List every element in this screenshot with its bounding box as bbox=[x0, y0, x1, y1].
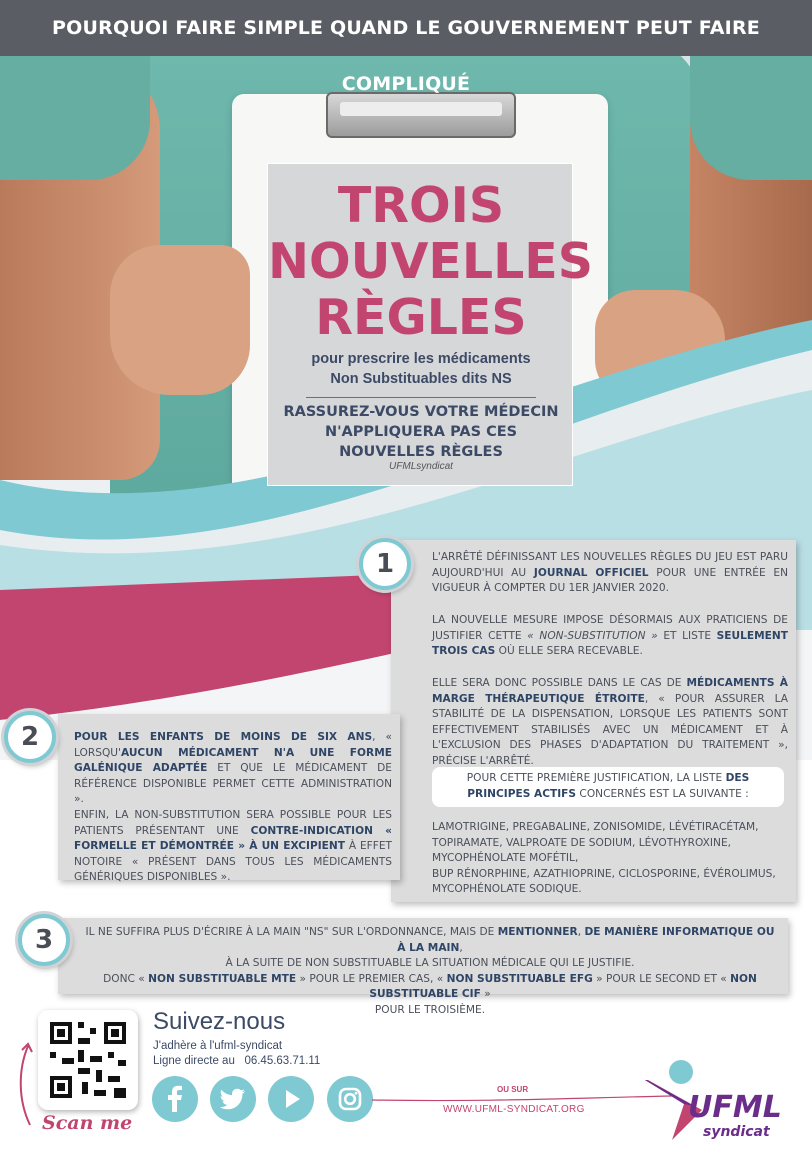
section-1-paragraph-3: ELLE SERA DONC POSSIBLE DANS LE CAS DE MÉDICAMENTS À MARGE THÉRAPEUTIQUE ÉTROITE, « POUR ASSURER LA STABILITÉ DE LA DISPENSATION, LORSQUE LES PATIENTS SONT EFFECTIVEMENT STABILISÉS AVEC UN MÉDICAMENT ET À L'EXCLUSION DES PHASES D'ADAPTATION DU TRAITEMENT », PRÉCISE L'ARRÊTÉ. bbox=[432, 677, 788, 767]
youtube-button[interactable] bbox=[268, 1076, 314, 1122]
right-sleeve bbox=[690, 40, 812, 180]
section-1-paragraph-2: LA NOUVELLE MESURE IMPOSE DÉSORMAIS AUX PRATICIENS DE JUSTIFIER CETTE « NON-SUBSTITUTION » ET LISTE SEULEMENT TROIS CAS OÙ ELLE SERA RECEVABLE. bbox=[432, 614, 788, 658]
headline-subtitle: pour prescrire les médicaments Non Substituables dits NS bbox=[311, 351, 531, 387]
qr-code-icon bbox=[38, 1010, 138, 1110]
section-2-paragraph-1: POUR LES ENFANTS DE MOINS DE SIX ANS, « LORSQU'AUCUN MÉDICAMENT N'A UNE FORME GALÉNIQUE ADAPTÉE ET QUE LE MÉDICAMENT DE RÉFÉRENCE DISPONIBLE PERMET CETTE ADMINISTRATION ». bbox=[74, 731, 392, 806]
phone-line: Ligne directe au 06.45.63.71.11 bbox=[153, 1055, 321, 1067]
left-sleeve bbox=[0, 40, 150, 180]
ufml-logo: UFML bbox=[688, 1090, 782, 1125]
section-1-paragraph-1: L'ARRÊTÉ DÉFINISSANT LES NOUVELLES RÈGLES DU JEU EST PARU AUJOURD'HUI AU JOURNAL OFFICIEL POUR UNE ENTRÉE EN VIGUEUR À COMPTER DU 1ER JANVIER 2020. bbox=[432, 551, 789, 595]
facebook-icon bbox=[152, 1076, 198, 1122]
instagram-icon bbox=[327, 1076, 373, 1122]
headline-title: TROIS NOUVELLES RÈGLES bbox=[268, 177, 594, 346]
scan-arrow-icon bbox=[16, 1040, 36, 1130]
divider bbox=[306, 397, 536, 398]
section-3-number: 3 bbox=[18, 914, 70, 966]
reassurance-text: RASSUREZ-VOUS VOTRE MÉDECIN N'APPLIQUERA PAS CES NOUVELLES RÈGLES bbox=[283, 404, 559, 460]
ufml-logo-sub: syndicat bbox=[703, 1124, 770, 1140]
website-link[interactable]: WWW.UFML-SYNDICAT.ORG bbox=[443, 1104, 585, 1115]
section-1-number: 1 bbox=[359, 538, 411, 590]
instagram-button[interactable] bbox=[327, 1076, 373, 1122]
page-title: POURQUOI FAIRE SIMPLE QUAND LE GOUVERNEMENT PEUT FAIRE COMPLIQUÉ bbox=[0, 0, 812, 56]
section-2-number: 2 bbox=[4, 711, 56, 763]
section-3-text: IL NE SUFFIRA PLUS D'ÉCRIRE À LA MAIN "NS" SUR L'ORDONNANCE, MAIS DE MENTIONNER, DE MANIÈRE INFORMATIQUE OU À LA MAIN, À LA SUITE DE NON SUBSTITUABLE LA SITUATION MÉDICALE QUI LE JUSTIFIE. DONC « NON SUBSTITUABLE MTE » POUR LE PREMIER CAS, « NON SUBSTITUABLE EFG » POUR LE SECOND ET « NON SUBSTITUABLE CIF » POUR LE TROISIÈME. bbox=[85, 926, 775, 1016]
headline-panel bbox=[267, 163, 594, 486]
twitter-icon bbox=[210, 1076, 256, 1122]
signature: UFMLsyndicat bbox=[389, 461, 453, 472]
scan-me-label: Scan me bbox=[42, 1112, 133, 1134]
drug-list: LAMOTRIGINE, PREGABALINE, ZONISOMIDE, LÉVÉTIRACÉTAM, TOPIRAMATE, VALPROATE DE SODIUM, LÉVOTHYROXINE, MYCOPHÉNOLATE MOFÉTIL, BUP RÉNORPHINE, AZATHIOPRINE, CICLOSPORINE, ÉVÉROLIMUS, MYCOPHÉNOLATE SODIQUE. bbox=[432, 821, 776, 896]
facebook-button[interactable] bbox=[152, 1076, 198, 1122]
qr-code-card[interactable] bbox=[38, 1010, 138, 1110]
youtube-icon bbox=[268, 1076, 314, 1122]
active-ingredients-highlight: POUR CETTE PREMIÈRE JUSTIFICATION, LA LISTE DES PRINCIPES ACTIFS CONCERNÉS EST LA SUIVANTE : bbox=[432, 767, 784, 807]
or-label: OU SUR bbox=[497, 1085, 529, 1094]
join-text: J'adhère à l'ufml-syndicat bbox=[153, 1040, 283, 1052]
twitter-button[interactable] bbox=[210, 1076, 256, 1122]
logo-dot bbox=[666, 1057, 696, 1087]
follow-title: Suivez-nous bbox=[153, 1008, 286, 1035]
section-2-paragraph-2: ENFIN, LA NON-SUBSTITUTION SERA POSSIBLE POUR LES PATIENTS PRÉSENTANT UNE CONTRE-INDICATION « FORMELLE ET DÉMONTRÉE » À UN EXCIPIENT À EFFET NOTOIRE « PRÉSENT DANS TOUS LES MÉDICAMENTS GÉNÉRIQUES DISPONIBLES ». bbox=[74, 809, 392, 884]
